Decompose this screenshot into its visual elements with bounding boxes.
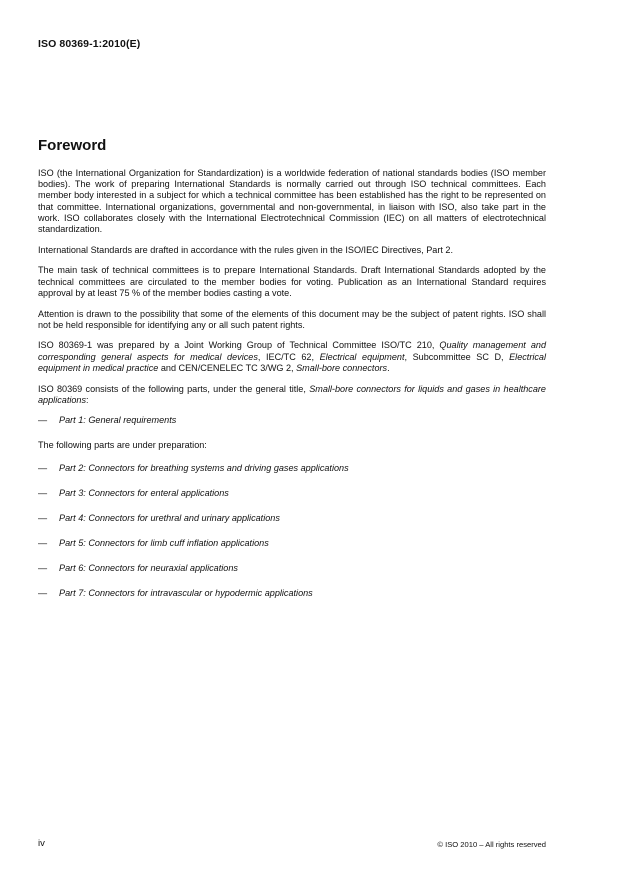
committee-title: Electrical equipment in medical practice	[38, 351, 546, 373]
prepared-by-text: ISO 80369-1 was prepared by a Joint Working Group of Technical Committee ISO/TC 210,	[38, 340, 440, 351]
committee-title: Quality management and corresponding general aspects for medical devices	[38, 340, 547, 362]
part-title: Part 4: Connectors for urethral and urinary applications	[59, 512, 280, 523]
list-item	[38, 463, 546, 474]
current-parts-list	[38, 415, 546, 426]
document-id-header: ISO 80369-1:2010(E)	[38, 38, 141, 50]
series-general-title: Small-bore connectors for liquids and gases in healthcare applications	[38, 383, 546, 405]
dash-bullet: —	[38, 512, 48, 523]
paragraph-series-parts	[38, 384, 546, 406]
list-item	[38, 415, 546, 426]
part-title: Part 7: Connectors for intravascular or hypodermic applications	[59, 587, 313, 598]
dash-bullet: —	[38, 537, 48, 548]
dash-bullet: —	[38, 562, 48, 573]
copyright-notice: © ISO 2010 – All rights reserved	[437, 840, 546, 849]
prepared-by-text: .	[387, 362, 390, 373]
list-item	[38, 488, 546, 499]
list-item	[38, 588, 546, 599]
paragraph-directives: International Standards are drafted in accordance with the rules given in the ISO/IEC Directives, Part 2.	[38, 244, 453, 255]
part-title: Part 2: Connectors for breathing systems and driving gases applications	[59, 462, 349, 473]
page-title: Foreword	[38, 137, 107, 154]
prepared-by-text: and CEN/CENELEC TC 3/WG 2,	[158, 362, 297, 373]
list-item	[38, 563, 546, 574]
part-title: Part 3: Connectors for enteral applications	[59, 487, 229, 498]
series-text: ISO 80369 consists of the following parts, under the general title,	[38, 383, 310, 394]
list-item	[38, 538, 546, 549]
list-item	[38, 513, 546, 524]
committee-title: Electrical equipment	[319, 351, 405, 362]
prepared-by-text: , Subcommittee SC D,	[404, 351, 510, 362]
part-title: Part 5: Connectors for limb cuff inflation applications	[59, 537, 269, 548]
paragraph-technical-committees: The main task of technical committees is to prepare International Standards. Draft International Standards adopted by the technical committees are circulated to the member bodies for voting. Publication as an International Standard requires approval by at least 75 % of the member bodies casting a vote.	[38, 265, 546, 298]
dash-bullet: —	[38, 587, 48, 598]
dash-bullet: —	[38, 415, 48, 426]
dash-bullet: —	[38, 462, 48, 473]
committee-title: Small-bore connectors	[296, 362, 388, 373]
future-parts-list	[38, 463, 546, 599]
paragraph-under-preparation: The following parts are under preparation:	[38, 440, 207, 451]
dash-bullet: —	[38, 487, 48, 498]
prepared-by-text: , IEC/TC 62,	[257, 351, 320, 362]
paragraph-prepared-by	[38, 340, 546, 374]
series-text: :	[86, 394, 89, 405]
paragraph-iso-intro: ISO (the International Organization for Standardization) is a worldwide federation of national standards bodies (ISO member bodies). The work of preparing International Standards is normally carried out through ISO technical committees. Each member body interested in a subject for which a technical committee has been established has the right to be represented on that committee. International organizations, governmental and non-governmental, in liaison with ISO, also take part in the work. ISO collaborates closely with the International Electrotechnical Commission (IEC) on all matters of electrotechnical standardization.	[38, 168, 546, 235]
page-number: iv	[38, 838, 45, 849]
part-title: Part 6: Connectors for neuraxial applications	[59, 562, 238, 573]
part-title: Part 1: General requirements	[59, 415, 177, 426]
foreword-body	[38, 168, 546, 613]
paragraph-patent-rights: Attention is drawn to the possibility that some of the elements of this document may be the subject of patent rights. ISO shall not be held responsible for identifying any or all such patent rights.	[38, 308, 546, 330]
